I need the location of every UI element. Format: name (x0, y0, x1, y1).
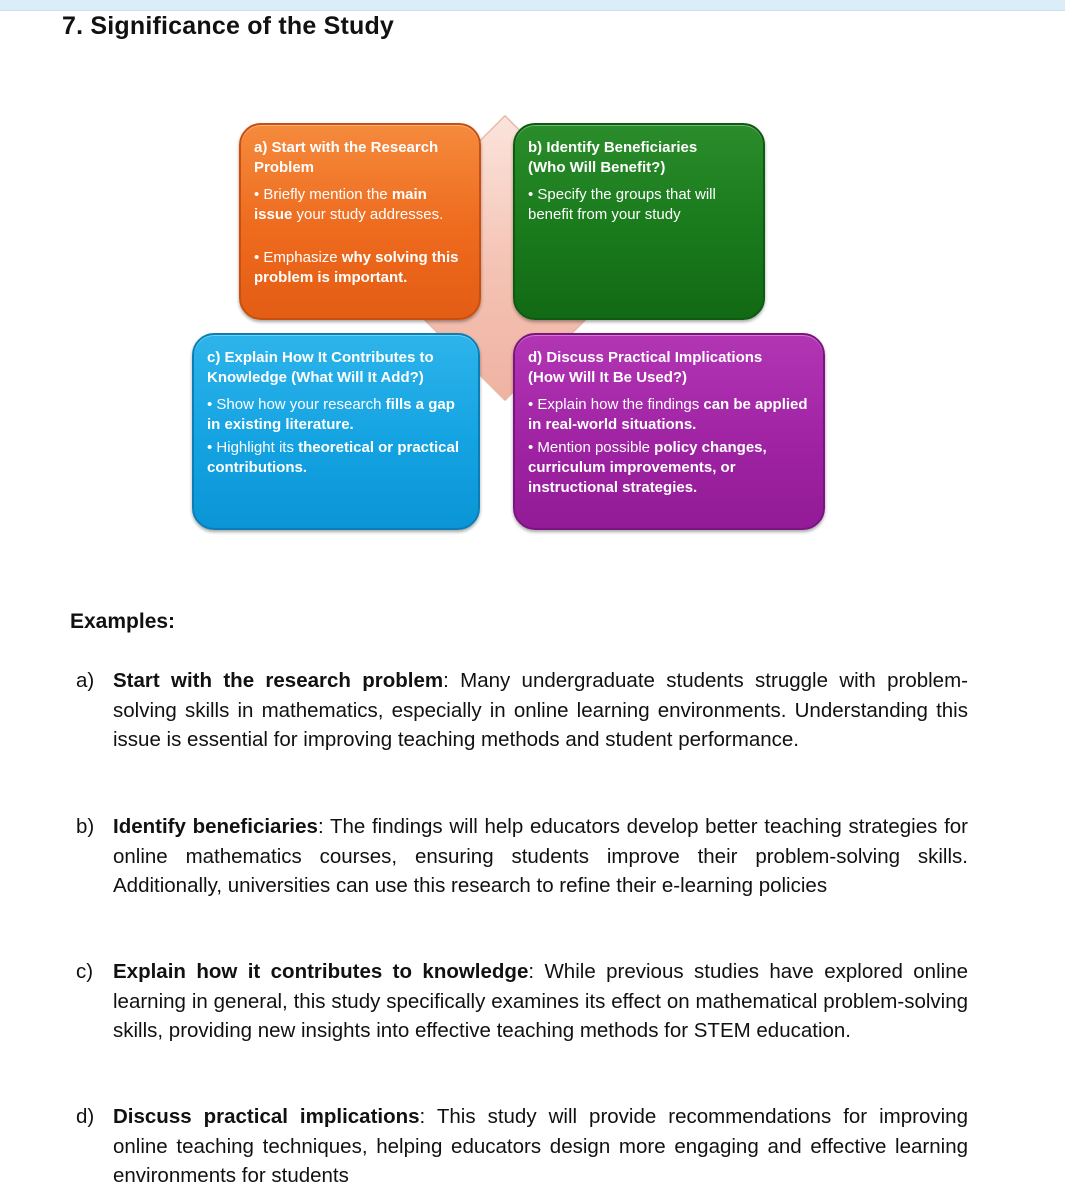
example-marker: a) (76, 669, 95, 692)
example-text: Identify beneficiaries: The findings will help educators develop better teaching strategies for online mathematics courses, ensuring students improve their problem-solving skills. Additionally, universities can use this research to refine their e-learning policies (113, 815, 968, 897)
quadrant-d-bullet-1: • Explain how the findings can be applied in real-world situations. (528, 396, 808, 433)
quadrant-b-title-line1: b) Identify Beneficiaries (528, 139, 698, 156)
top-strip (0, 0, 1065, 11)
example-item-a (76, 666, 968, 755)
quadrant-c-bullet-1: • Show how your research fills a gap in existing literature. (207, 396, 455, 433)
example-text: Start with the research problem: Many undergraduate students struggle with problem-solving skills in mathematics, especially in online learning environments. Understanding this issue is essential for improving teaching methods and student performance. (113, 669, 968, 751)
quadrant-b-title-line2: (Who Will Benefit?) (528, 159, 666, 176)
example-item-b (76, 812, 968, 901)
example-item-d (76, 1102, 968, 1191)
example-text: Explain how it contributes to knowledge: While previous studies have explored online learning in general, this study specifically examines its effect on mathematical problem-solving skills, providing new insights into effective teaching methods for STEM education. (113, 960, 968, 1042)
quadrant-c-title-line2: Knowledge (What Will It Add?) (207, 369, 424, 386)
example-marker: c) (76, 960, 94, 983)
quadrant-d-title-line1: d) Discuss Practical Implications (528, 349, 763, 366)
example-text: Discuss practical implications: This study will provide recommendations for improving online teaching techniques, helping educators design more engaging and effective learning environments for students (113, 1105, 968, 1187)
quadrant-d-bullet-2: • Mention possible policy changes, curriculum improvements, or instructional strategies. (528, 439, 767, 496)
quadrant-b-bullet-1: • Specify the groups that will benefit from your study (528, 186, 716, 223)
section-heading: 7. Significance of the Study (62, 12, 395, 40)
example-marker: b) (76, 815, 95, 838)
quadrant-c-contribution (192, 333, 480, 530)
quadrant-c-bullet-2: • Highlight its theoretical or practical contributions. (207, 439, 460, 476)
quadrant-d-implications (513, 333, 825, 530)
quadrant-c-title-line1: c) Explain How It Contributes to (207, 349, 434, 366)
quadrant-a-title-line1: a) Start with the Research (254, 139, 439, 156)
quadrant-a-bullet-1: • Briefly mention the main issue your study addresses. (254, 186, 444, 223)
example-item-c (76, 957, 968, 1046)
quadrant-a-research-problem (239, 123, 481, 320)
quadrant-b-beneficiaries (513, 123, 765, 320)
quadrant-d-title-line2: (How Will It Be Used?) (528, 369, 688, 386)
quadrant-a-title-line2: Problem (254, 159, 315, 176)
examples-heading: Examples: (70, 610, 176, 633)
quadrant-a-bullet-2: • Emphasize why solving this problem is important. (254, 249, 459, 286)
example-marker: d) (76, 1105, 95, 1128)
